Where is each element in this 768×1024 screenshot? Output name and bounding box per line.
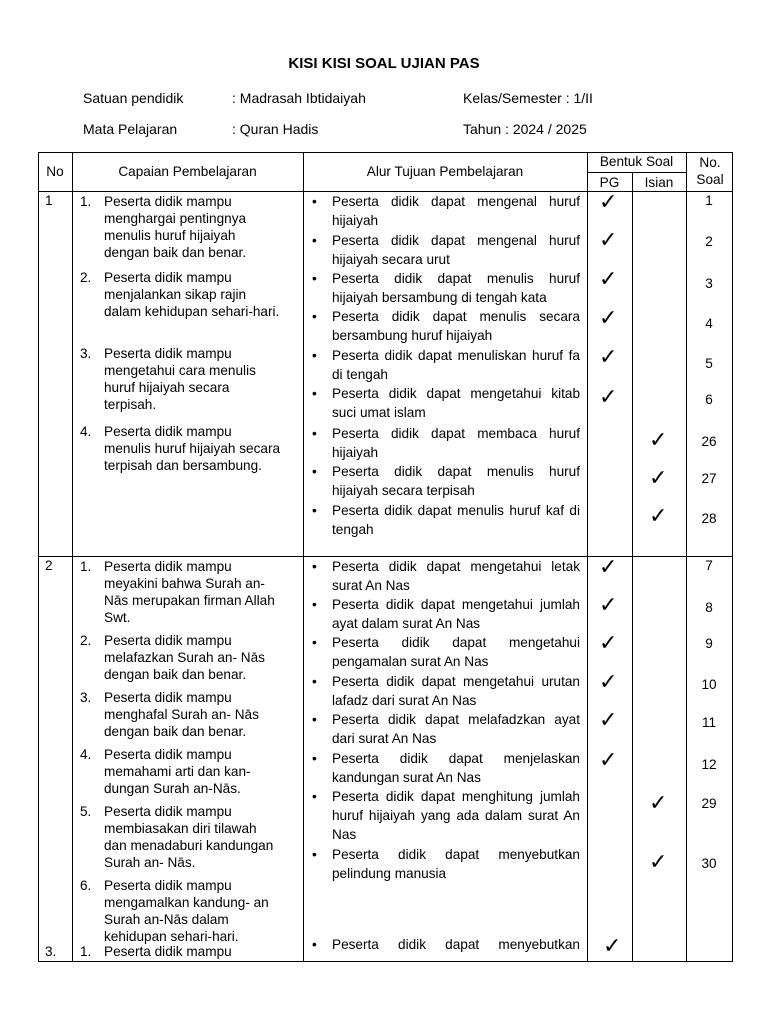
- check-icon: ✓: [599, 555, 618, 580]
- check-icon: ✓: [649, 791, 668, 816]
- nomor-soal: 28: [701, 511, 717, 526]
- nomor-soal: 8: [705, 600, 713, 615]
- tahun: Tahun : 2024 / 2025: [463, 121, 587, 137]
- nomor-soal: 2: [705, 234, 713, 249]
- header-pg: PG: [599, 175, 620, 190]
- check-icon: ✓: [649, 850, 668, 875]
- header-no-soal: No. Soal: [696, 155, 724, 187]
- header-capaian: Capaian Pembelajaran: [118, 164, 257, 179]
- nomor-soal: 3: [705, 276, 713, 291]
- check-icon: ✓: [599, 593, 618, 618]
- header-no: No: [46, 164, 64, 179]
- nomor-soal: 12: [701, 757, 717, 772]
- nomor-soal: 26: [701, 434, 717, 449]
- row-number-2: 2: [45, 558, 53, 573]
- kelas-semester: Kelas/Semester : 1/II: [463, 90, 593, 106]
- check-icon: ✓: [649, 504, 668, 529]
- check-icon: ✓: [599, 670, 618, 695]
- check-icon: ✓: [649, 428, 668, 453]
- check-icon: ✓: [599, 708, 618, 733]
- nomor-soal: 27: [701, 471, 717, 486]
- nomor-soal: 4: [705, 316, 713, 331]
- nomor-soal: 11: [701, 715, 717, 730]
- nomor-soal: 9: [705, 636, 713, 651]
- nomor-soal: 7: [705, 558, 713, 573]
- mapel-label: Mata Pelajaran: [83, 121, 178, 137]
- nomor-soal: 29: [701, 796, 717, 811]
- check-icon: ✓: [599, 306, 618, 331]
- nomor-soal: 1: [705, 193, 713, 208]
- check-icon: ✓: [599, 267, 618, 292]
- satuan-value: : Madrasah Ibtidaiyah: [232, 90, 366, 106]
- satuan-label: Satuan pendidik: [83, 90, 184, 106]
- check-icon: ✓: [599, 345, 618, 370]
- row-number-1: 1: [45, 193, 53, 208]
- row-number-3: 3.: [45, 944, 57, 959]
- nomor-soal: 10: [701, 677, 717, 692]
- header-alur: Alur Tujuan Pembelajaran: [366, 164, 524, 179]
- check-icon: ✓: [599, 228, 618, 253]
- header-isian: Isian: [644, 175, 674, 190]
- nomor-soal: 30: [701, 856, 717, 871]
- check-icon: ✓: [599, 631, 618, 656]
- check-icon: ✓: [649, 466, 668, 491]
- check-icon: ✓: [599, 748, 618, 773]
- nomor-soal: 5: [705, 356, 713, 371]
- header-bentuk-soal: Bentuk Soal: [599, 154, 674, 169]
- check-icon: ✓: [603, 934, 622, 959]
- nomor-soal: 6: [705, 392, 713, 407]
- check-icon: ✓: [599, 385, 618, 410]
- page-title: KISI KISI SOAL UJIAN PAS: [288, 55, 480, 72]
- check-icon: ✓: [599, 190, 618, 215]
- mapel-value: : Quran Hadis: [232, 121, 319, 137]
